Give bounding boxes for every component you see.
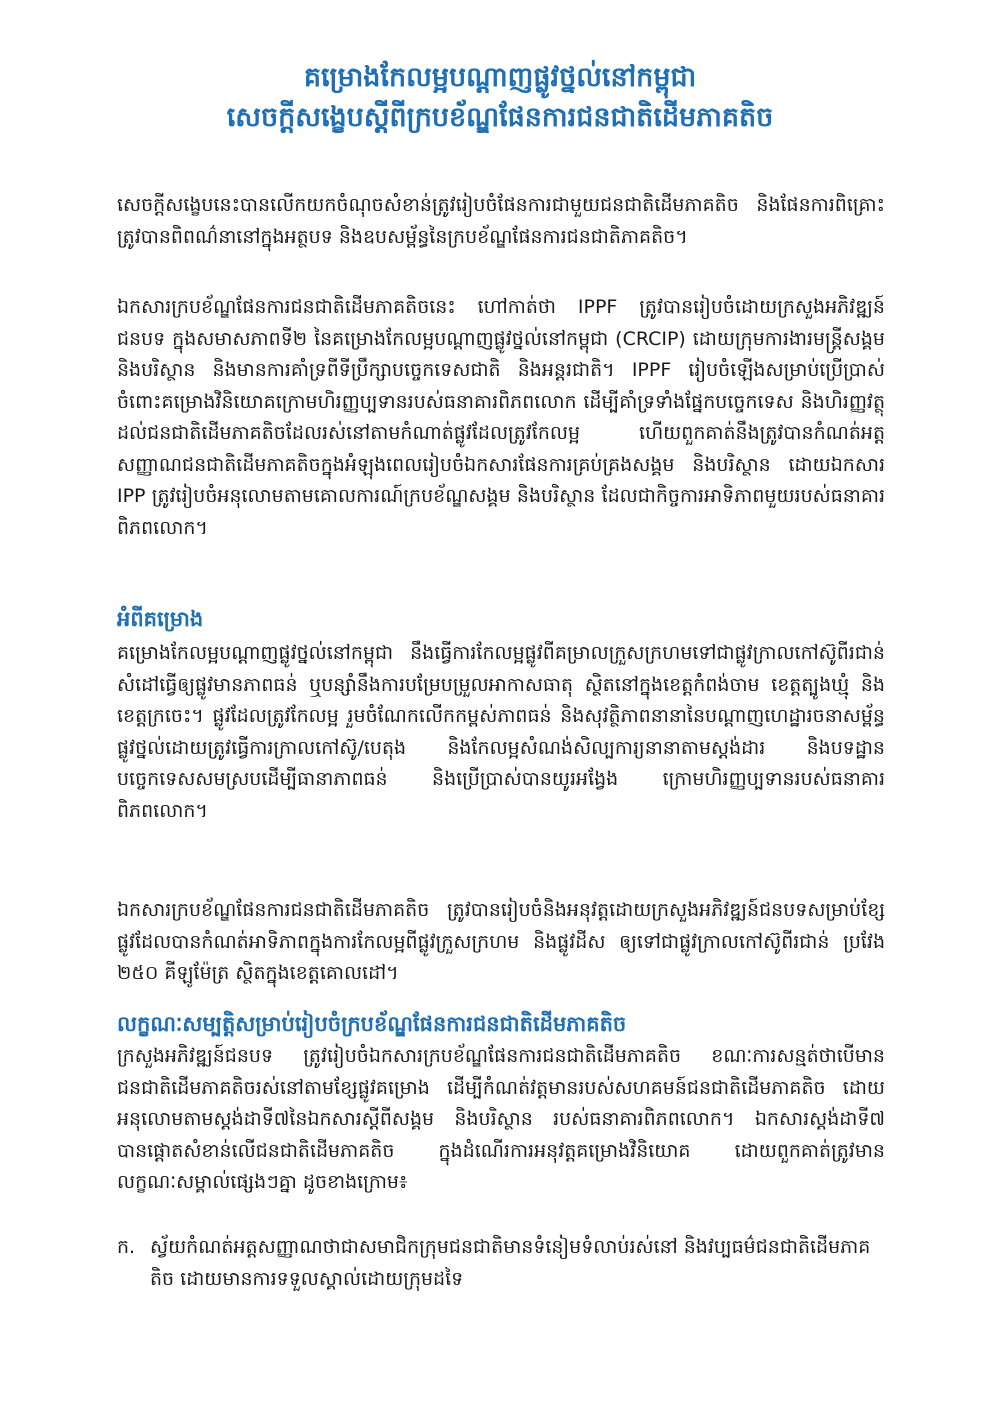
eligibility-paragraph-1: ក្រសួងអភិវឌ្ឍន៍ជនបទ ត្រូវរៀបចំឯកសារក្របខ័ណ្ឌផែនការជនជាតិដើមភាគតិច ខណៈការសន្មត់ថាបើមានជនជាតិដើមភាគតិចរស់នៅតាមខ្សែផ្លូវគម្រោង ដើម្បីកំណត់វត្តមានរបស់សហគមន៍ជនជាតិដើមភាគតិច ដោយអនុលោមតាមស្តង់ដាទី៧នៃឯកសារស្តីពីសង្គម និងបរិស្ថាន របស់ធនាគារពិភពលោក។ ឯកសារស្តង់ដាទី៧ បានផ្តោតសំខាន់លើជនជាតិដើមភាគតិច ក្នុងដំណើរការអនុវត្តគម្រោងវិនិយោគ ដោយពួកគាត់ត្រូវមានលក្ខណៈសម្គាល់ផ្សេងៗគ្នា ដូចខាងក្រោម៖ [117, 1045, 885, 1193]
project-paragraph-2: ឯកសារក្របខ័ណ្ឌផែនការជនជាតិដើមភាគតិច ត្រូវបានរៀបចំនិងអនុវត្តដោយក្រសួងអភិវឌ្ឍន៍ជនបទសម្រាប់ខ្សែផ្លូវដែលបានកំណត់អាទិភាពក្នុងការកែលម្អពីផ្លូវក្រួសក្រហម និងផ្លូវដីស ឲ្យទៅជាផ្លូវក្រាលកៅស៊ូពីរជាន់ ប្រវែង ២៥០ គីឡូម៉ែត្រ ស្ថិតក្នុងខេត្តគោលដៅ។ [117, 899, 885, 984]
section-heading-about-project: អំពីគម្រោង [117, 607, 204, 631]
list-item [117, 1232, 885, 1295]
intro-paragraph-1: សេចក្តីសង្ខេបនេះបានលើកយកចំណុចសំខាន់ត្រូវរៀបចំផែនការជាមួយជនជាតិដើមភាគតិច និងផែនការពិគ្រោះត្រូវបានពិពណ៌នានៅក្នុងអត្ថបទ និងឧបសម្ព័ន្ធនៃក្របខ័ណ្ឌផែនការជនជាតិភាគតិច។ [117, 194, 885, 248]
section-heading-eligibility: លក្ខណៈសម្បត្តិសម្រាប់រៀបចំក្របខ័ណ្ឌផែនការជនជាតិដើមភាគតិច [117, 1012, 627, 1036]
document-title-line2: សេចក្តីសង្ខេបស្តីពីក្របខ័ណ្ឌផែនការជនជាតិដើមភាគតិច [226, 102, 774, 133]
intro-paragraph-2: ឯកសារក្របខ័ណ្ឌផែនការជនជាតិដើមភាគតិចនេះ ហៅកាត់ថា IPPF ត្រូវបានរៀបចំដោយក្រសួងអភិវឌ្ឍន៍ជនបទ ក្នុងសមាសភាពទី២ នៃគម្រោងកែលម្អបណ្តាញផ្លូវថ្នល់នៅកម្ពុជា (CRCIP) ដោយក្រុមការងារមន្ត្រីសង្គម និងបរិស្ថាន និងមានការគាំទ្រពីទីប្រឹក្សាបច្ចេកទេសជាតិ និងអន្តរជាតិ។ IPPF រៀបចំឡើងសម្រាប់ប្រើប្រាស់ចំពោះគម្រោងវិនិយោគក្រោមហិរញ្ញប្បទានរបស់ធនាគារពិភពលោក ដើម្បីគាំទ្រទាំងផ្នែកបច្ចេកទេស និងហិរញ្ញវត្ថុ ដល់ជនជាតិដើមភាគតិចដែលរស់នៅតាមកំណាត់ផ្លូវដែលត្រូវកែលម្អ ហើយពួកគាត់នឹងត្រូវបានកំណត់អត្តសញ្ញាណជនជាតិដើមភាគតិចក្នុងអំឡុងពេលរៀបចំឯកសារផែនការគ្រប់គ្រងសង្គម និងបរិស្ថាន ដោយឯកសារ IPP ត្រូវរៀបចំអនុលោមតាមគោលការណ៍ក្របខ័ណ្ឌសង្គម និងបរិស្ថាន ដែលជាកិច្ចការអាទិភាពមួយរបស់ធនាគារពិភពលោក។ [117, 296, 885, 539]
list-item-marker: ក. [117, 1236, 136, 1258]
project-paragraph-1: គម្រោងកែលម្អបណ្តាញផ្លូវថ្នល់នៅកម្ពុជា នឹងធ្វើការកែលម្អផ្លូវពីគម្រាលក្រួសក្រហមទៅជាផ្លូវក្រាលកៅស៊ូពីរជាន់ សំដៅធ្វើឲ្យផ្លូវមានភាពធន់ ឬបន្សាំនឹងការបម្រែបម្រួលអាកាសធាតុ ស្ថិតនៅក្នុងខេត្តកំពង់ចាម ខេត្តត្បូងឃ្មុំ និងខេត្តក្រចេះ។ ផ្លូវដែលត្រូវកែលម្អ រួមចំណែកលើកកម្ពស់ភាពធន់ និងសុវត្ថិភាពនានានៃបណ្តាញហេដ្ឋារចនាសម្ព័ន្ធផ្លូវថ្នល់ដោយត្រូវធ្វើការក្រាលកៅស៊ូ/បេតុង និងកែលម្អសំណង់សិល្បការ្យនានាតាមស្តង់ដារ និងបទដ្ឋានបច្ចេកទេសសមស្របដើម្បីធានាភាពធន់ និងប្រើប្រាស់បានយូរអង្វែង ក្រោមហិរញ្ញប្បទានរបស់ធនាគារពិភពលោក។ [117, 642, 885, 822]
list-item-text: ស្វ័យកំណត់អត្តសញ្ញាណថាជាសមាជិកក្រុមជនជាតិមានទំនៀមទំលាប់រស់នៅ និងវប្បធម៌ជនជាតិដើមភាគតិច ដោយមានការទទួលស្គាល់ដោយក្រុមដទៃ [150, 1236, 871, 1290]
document-title-line1: គម្រោងកែលម្អបណ្តាញផ្លូវថ្នល់នៅកម្ពុជា [303, 62, 697, 93]
